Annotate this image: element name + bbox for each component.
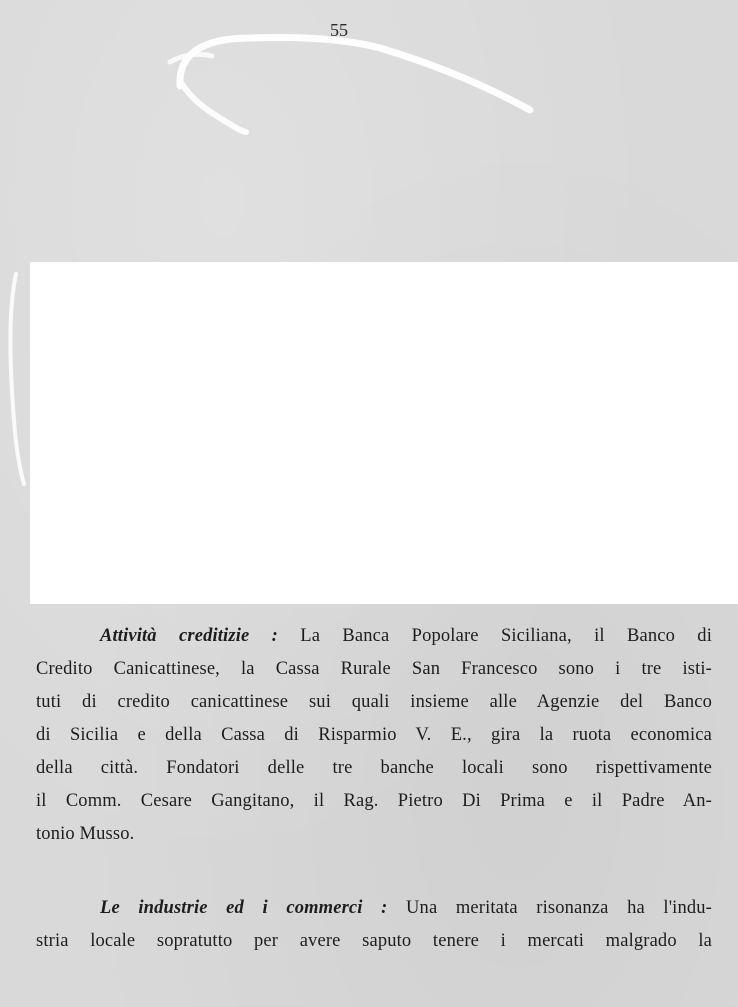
text-line: della città. Fondatori delle tre banche locali sono rispettivamente — [36, 758, 712, 778]
blank-image-area — [30, 262, 738, 604]
paragraph-heading: Le industrie ed i commerci : — [100, 898, 388, 918]
text-line: tonio Musso. — [36, 824, 135, 844]
text-line: stria locale sopratutto per avere saputo tenere i mercati malgrado la — [36, 931, 712, 951]
paragraph-credit-activities — [36, 620, 712, 851]
paragraph-heading: Attività creditizie : — [100, 626, 278, 646]
text-line: tuti di credito canicattinese sui quali insieme alle Agenzie del Banco — [36, 692, 712, 712]
white-scratch-mark — [160, 26, 540, 136]
text-line: il Comm. Cesare Gangitano, il Rag. Pietro Di Prima e il Padre An- — [36, 791, 712, 811]
left-edge-scratch — [0, 270, 30, 490]
text-line: Le industrie ed i commerci : Una meritata risonanza ha l'indu- — [100, 898, 712, 918]
paragraph-industry-commerce — [36, 892, 712, 958]
page-number: 55 — [330, 20, 348, 40]
text-line: di Sicilia e della Cassa di Risparmio V. E., gira la ruota economica — [36, 725, 712, 745]
text-line: Credito Canicattinese, la Cassa Rurale San Francesco sono i tre isti- — [36, 659, 712, 679]
text-line: Attività creditizie : La Banca Popolare Siciliana, il Banco di — [100, 626, 712, 646]
